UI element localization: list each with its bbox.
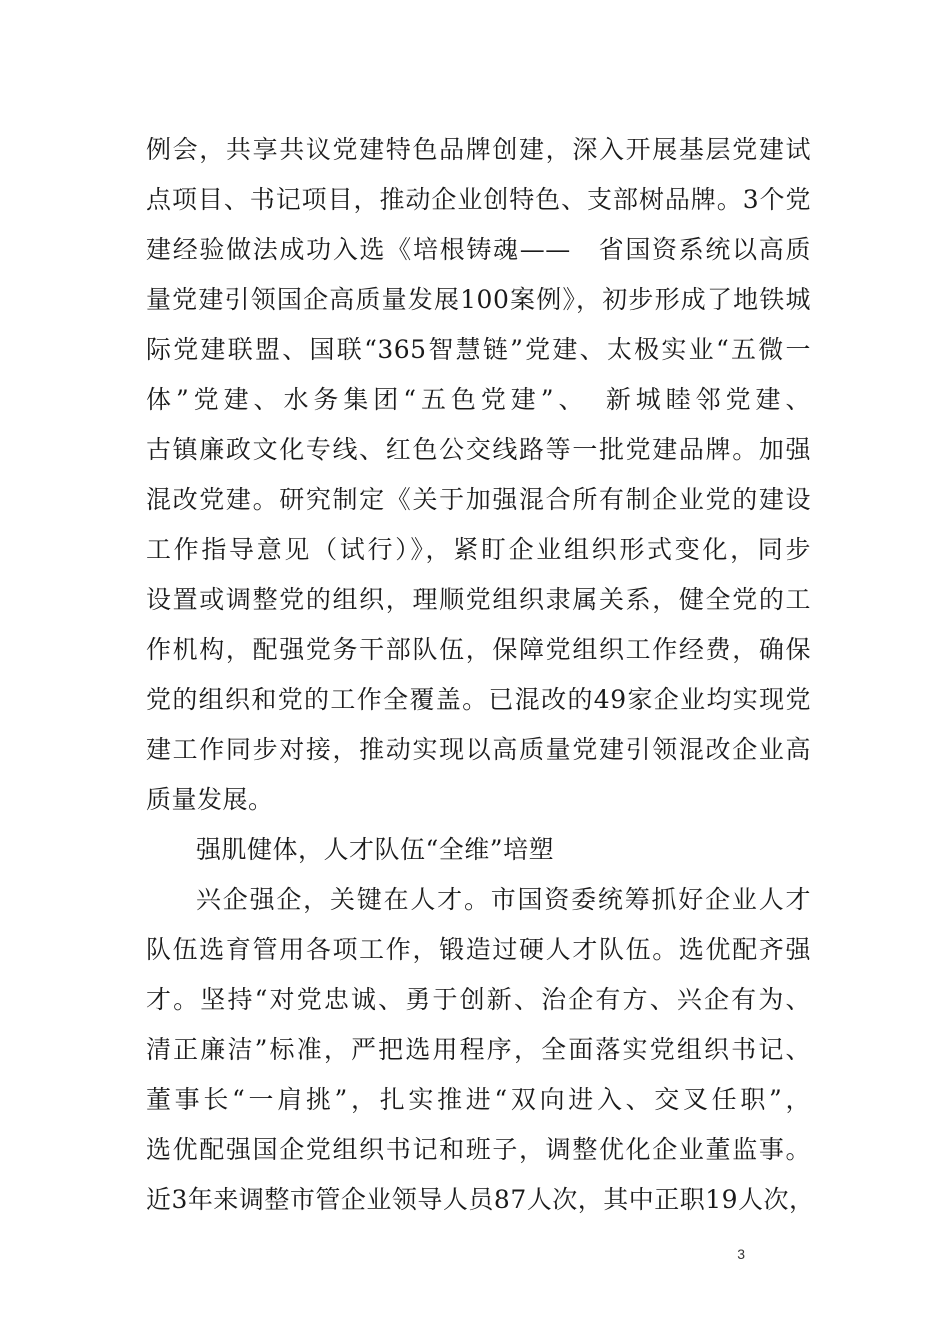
text-line: 近3年来调整市管企业领导人员87人次，其中正职19人次， [146,1185,815,1214]
text-line: 质量发展。 [146,785,274,814]
page-number: 3 [737,1246,745,1262]
body-text [146,125,815,1225]
text-line: 体”党建、水务集团“五色党建”、 新城睦邻党建、 [146,385,811,414]
text-line: 建经验做法成功入选《培根铸魂—— 省国资系统以高质 [146,235,811,264]
text-line: 才。坚持“对党忠诚、勇于创新、治企有方、兴企有为、 [146,985,811,1014]
paragraph-first-line: 兴企强企，关键在人才。市国资委统筹抓好企业人才 [196,885,811,914]
text-line: 队伍选育管用各项工作，锻造过硬人才队伍。选优配齐强 [146,935,811,964]
text-line: 古镇廉政文化专线、红色公交线路等一批党建品牌。加强 [146,435,811,464]
text-line: 点项目、书记项目，推动企业创特色、支部树品牌。3个党 [146,185,811,214]
text-line: 董事长“一肩挑”，扎实推进“双向进入、交叉任职”， [146,1085,811,1114]
text-line: 党的组织和党的工作全覆盖。已混改的49家企业均实现党 [146,685,811,714]
text-line: 选优配强国企党组织书记和班子，调整优化企业董监事。 [146,1135,811,1164]
text-line: 建工作同步对接，推动实现以高质量党建引领混改企业高 [146,735,811,764]
text-line: 例会，共享共议党建特色品牌创建，深入开展基层党建试 [146,135,811,164]
text-line: 际党建联盟、国联“365智慧链”党建、太极实业“五微一 [146,335,811,364]
text-line: 清正廉洁”标准，严把选用程序，全面落实党组织书记、 [146,1035,811,1064]
text-line: 混改党建。研究制定《关于加强混合所有制企业党的建设 [146,485,811,514]
text-line: 作机构，配强党务干部队伍，保障党组织工作经费，确保 [146,635,811,664]
text-line: 工作指导意见（试行）》，紧盯企业组织形式变化，同步 [146,535,811,564]
text-line: 设置或调整党的组织，理顺党组织隶属关系，健全党的工 [146,585,811,614]
text-line: 量党建引领国企高质量发展100案例》，初步形成了地铁城 [146,285,811,314]
section-heading: 强肌健体，人才队伍“全维”培塑 [196,835,555,864]
